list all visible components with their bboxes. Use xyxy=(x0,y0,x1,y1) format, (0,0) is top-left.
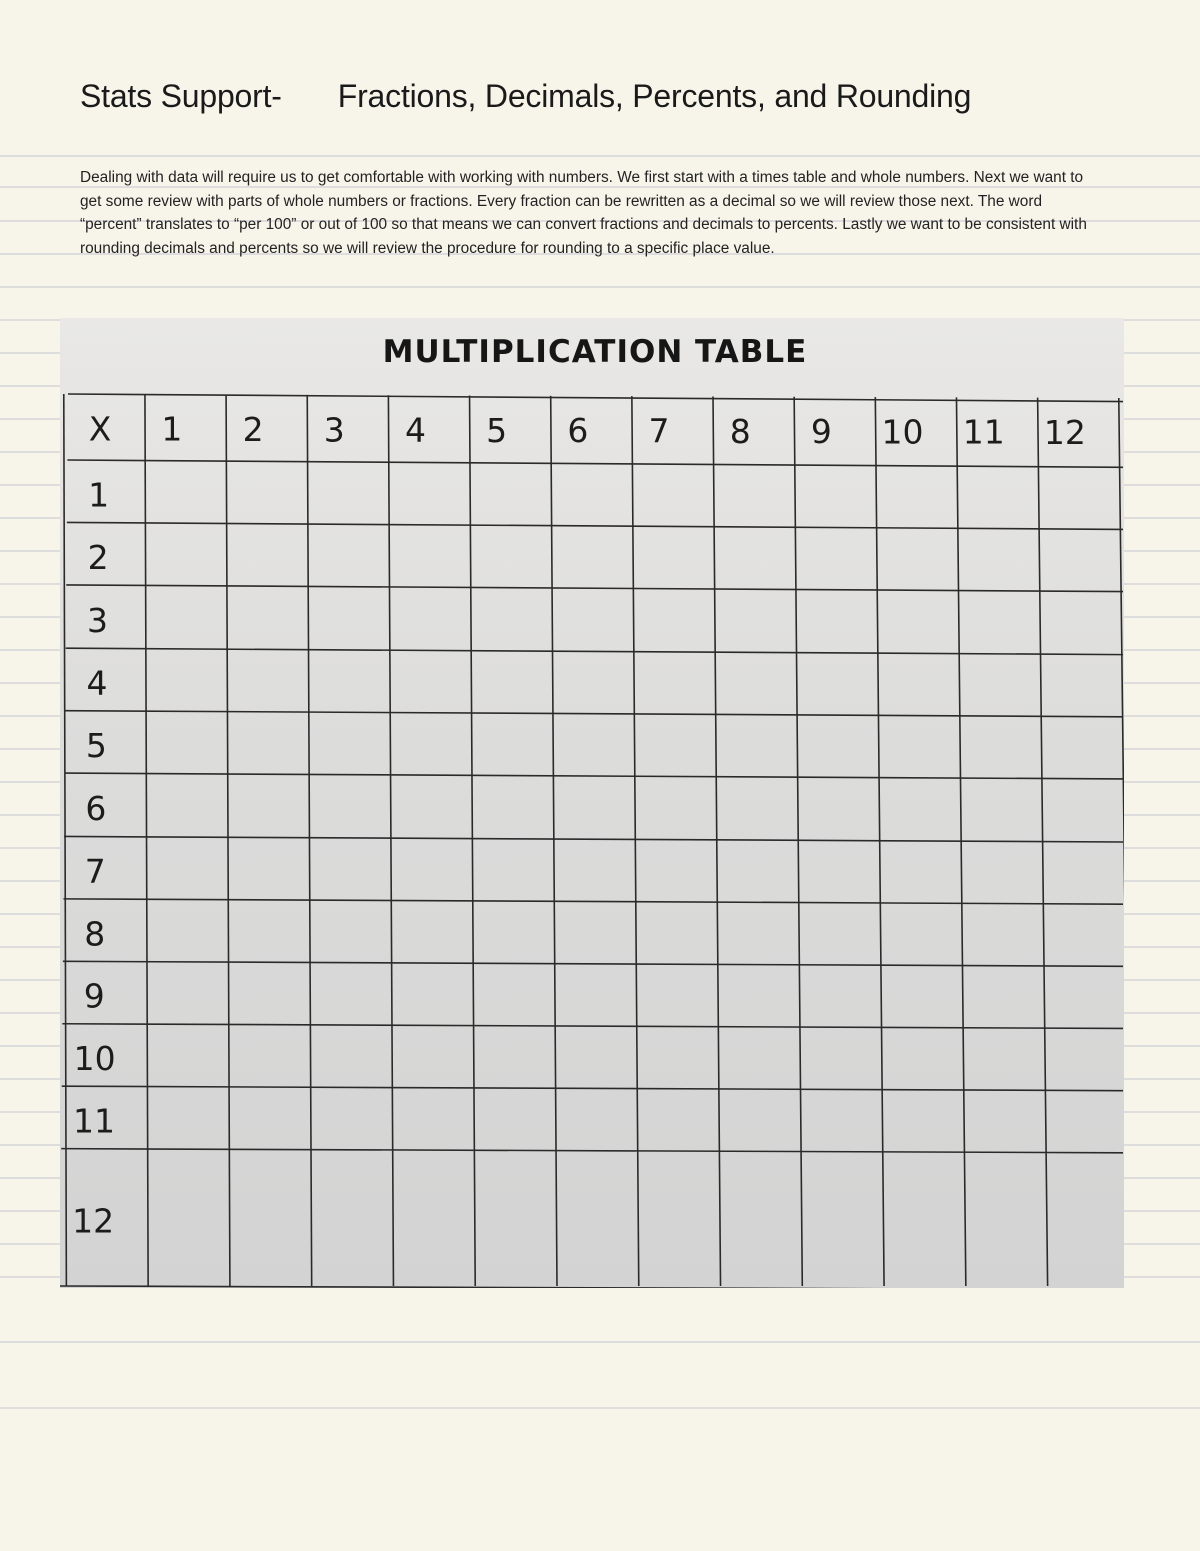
column-header: 5 xyxy=(486,410,508,450)
grid-vertical-line xyxy=(470,396,476,1286)
header-labels xyxy=(89,409,1086,451)
grid-vertical-line xyxy=(64,394,67,1286)
row-labels xyxy=(72,475,115,1240)
column-header: 9 xyxy=(810,412,832,452)
column-header: 11 xyxy=(962,412,1005,452)
title-right: Fractions, Decimals, Percents, and Rounding xyxy=(337,78,972,114)
grid-vertical-line xyxy=(551,396,557,1286)
row-header: 4 xyxy=(86,663,108,703)
row-header: 3 xyxy=(87,600,109,640)
row-header: 6 xyxy=(85,788,107,828)
page-title xyxy=(80,78,971,115)
grid-horizontal-line xyxy=(63,961,1123,966)
row-header: 2 xyxy=(87,537,109,577)
grid-horizontal-line xyxy=(66,648,1123,654)
grid-horizontal-line xyxy=(65,773,1123,779)
grid-vertical-line xyxy=(388,395,393,1286)
grid-vertical-line xyxy=(713,396,721,1286)
grid-horizontal-line xyxy=(64,836,1123,842)
row-header: 1 xyxy=(88,475,110,515)
column-header: 10 xyxy=(881,412,924,452)
grid-vertical-line xyxy=(794,397,802,1286)
table-grid xyxy=(60,394,1124,1288)
grid-horizontal-line xyxy=(66,585,1123,592)
grid-horizontal-line xyxy=(67,522,1123,529)
multiplication-table xyxy=(60,318,1124,1288)
column-header: 3 xyxy=(323,410,345,450)
column-header: 6 xyxy=(567,411,589,451)
grid-vertical-line xyxy=(145,394,148,1286)
grid-horizontal-line xyxy=(63,899,1123,904)
row-header: 11 xyxy=(73,1101,116,1141)
title-left: Stats Support- xyxy=(80,78,282,114)
intro-paragraph: Dealing with data will require us to get comfortable with working with numbers. We first start with a times table and whole numbers. Next we want to get some review with parts of whole numbers or fractions. Every fraction can be rewritten as a decimal so we will review those next. The word “percent” translates to “per 100” or out of 100 so that means we can convert fractions and decimals to percents. Lastly we want to be consistent with rounding decimals and percents so we will review the procedure for rounding to a specific place value. xyxy=(80,169,1087,257)
column-header: 7 xyxy=(648,411,670,451)
grid-horizontal-line xyxy=(60,1286,1123,1288)
grid-vertical-line xyxy=(307,395,311,1286)
column-header: 8 xyxy=(729,411,751,451)
row-header: 12 xyxy=(72,1201,115,1241)
row-header: 5 xyxy=(85,726,107,766)
column-header: 2 xyxy=(242,410,264,450)
row-header: 9 xyxy=(83,976,105,1016)
grid-vertical-line xyxy=(632,396,639,1286)
column-header: 12 xyxy=(1043,412,1086,452)
multiplication-table-photo xyxy=(60,318,1124,1288)
column-header: 4 xyxy=(404,410,426,450)
table-title: MULTIPLICATION TABLE xyxy=(382,334,808,370)
row-header: 7 xyxy=(84,851,106,891)
grid-horizontal-line xyxy=(62,1024,1123,1029)
grid-horizontal-line xyxy=(65,711,1123,717)
grid-vertical-line xyxy=(226,395,230,1286)
column-header: 1 xyxy=(161,409,183,449)
corner-label: X xyxy=(88,409,112,449)
row-header: 8 xyxy=(84,914,106,954)
row-header: 10 xyxy=(73,1039,116,1079)
